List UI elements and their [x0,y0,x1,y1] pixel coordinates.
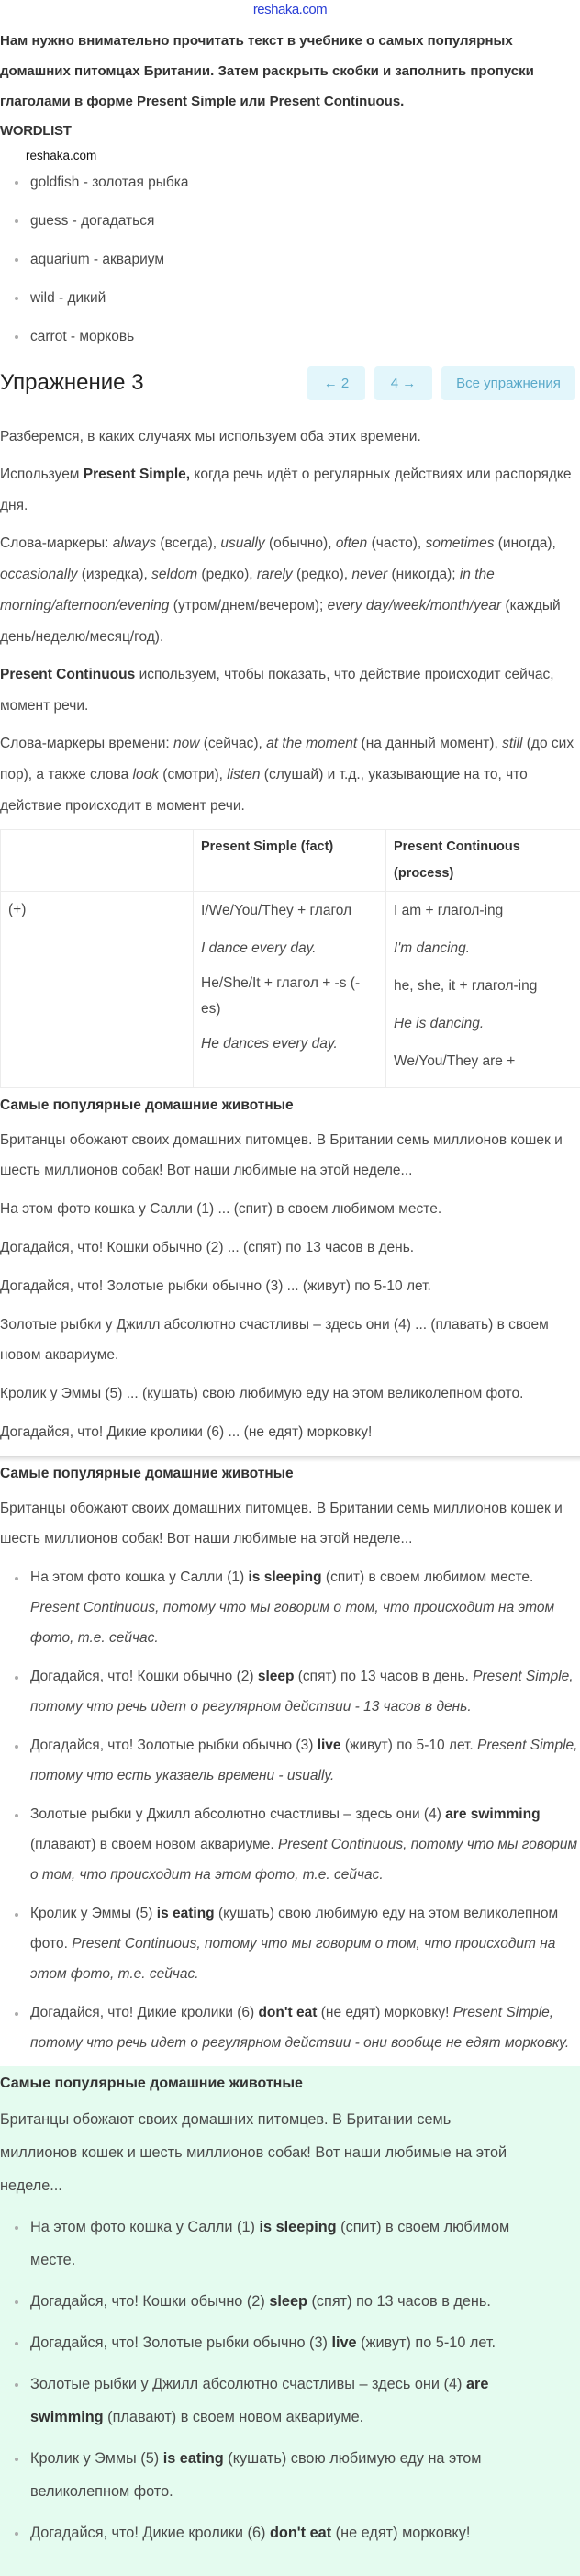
answer-item [30,2326,543,2359]
task-sentence: Догадайся, что! Кошки обычно (2) ... (спят) по 13 часов в день. [0,1232,580,1263]
text-segment: На этом фото кошка у Салли (1) [30,1569,249,1585]
intro-paragraph: Британцы обожают своих домашних питомцев. В Британии семь миллионов кошек и шесть миллионов собак! Вот наши любимые на этой неделе... [0,2103,516,2202]
wordlist-item: wild - дикий [30,287,580,309]
cell-line [201,895,378,927]
task-sentence: Догадайся, что! Дикие кролики (6) ... (не едят) морковку! [0,1417,580,1447]
italic-text: He is dancing. [394,1016,484,1031]
text-segment: he, she, it + глагол-ing [394,978,537,994]
answer-item [30,2442,543,2508]
text-segment: (спят) по 13 часов в день. [307,2293,491,2310]
answer-item [30,1730,580,1791]
answer-item [30,2368,543,2434]
intro-paragraph: Британцы обожают своих домашних питомцев. В Британии семь миллионов кошек и шесть миллионов собак! Вот наши любимые на этой неделе... [0,1493,580,1554]
exercise-title: Упражнение 3 [0,366,298,399]
italic-text: Present Simple, потому что речь идет о регулярном действии - 13 часов в день. [30,1669,574,1715]
bold-text: live [331,2334,356,2351]
section-divider [0,1456,580,1462]
text-segment: (живут) по 5-10 лет. [341,1738,478,1753]
next-exercise-button[interactable]: 4 → [374,366,432,400]
italic-text: Present Continuous, потому что мы говорим о том, что происходит на этом фото, т.е. сейчас. [30,1936,555,1982]
present-continuous-cell [386,892,580,1088]
text-segment: He/She/It + глагол + -s (-es) [201,975,360,1017]
italic-text: seldom [151,567,197,582]
italic-text: occasionally [0,567,77,582]
prev-exercise-button[interactable]: ← 2 [307,366,365,400]
text-segment: (редко), [197,567,257,582]
bold-text: Present Continuous [0,667,135,682]
answer-item [30,1997,580,2058]
text-segment: (утром/днем/вечером); [169,598,327,613]
text-segment: (иногда), [494,535,555,551]
section-title: Самые популярные домашние животные [0,2074,580,2094]
cell-line [394,1046,573,1077]
text-segment: Догадайся, что! Кошки обычно (2) [30,1669,258,1684]
text-segment: (живут) по 5-10 лет. [357,2334,496,2351]
wordlist-item: carrot - морковь [30,326,580,348]
text-segment: I/We/You/They + глагол [201,903,351,918]
italic-text: in the morning/afternoon/evening [0,567,495,613]
wordlist [0,172,580,348]
text-segment: (не едят) морковку! [331,2525,470,2541]
theory-paragraph [0,659,580,722]
theory-paragraph [0,422,580,453]
bold-text: sleep [258,1669,295,1684]
cell-line [201,971,378,1022]
cell-line [201,1029,378,1060]
text-segment: Разберемся, в каких случаях мы используем оба этих времени. [0,429,421,444]
italic-text: I'm dancing. [394,940,470,956]
cell-line [394,1008,573,1040]
text-segment: Догадайся, что! Золотые рыбки обычно (3) [30,1738,318,1753]
answer-item [30,2516,543,2549]
wordlist-item: aquarium - аквариум [30,249,580,271]
bold-text: is sleeping [249,1569,322,1585]
italic-text: always [113,535,156,551]
answer-item [30,2285,543,2318]
bold-text: is eating [157,1906,215,1921]
text-segment: Золотые рыбки у Джилл абсолютно счастливы – здесь они (4) [30,2376,466,2392]
text-segment: (сейчас), [199,736,266,751]
section-title: Самые популярные домашние животные [0,1096,580,1116]
bold-text: don't eat [258,2005,317,2020]
italic-text: Present Continuous, потому что мы говорим о том, что происходит на этом фото, т.е. сейчас. [30,1600,554,1646]
text-segment: (часто), [367,535,425,551]
cell-line [394,895,573,927]
wordlist-item: goldfish - золотая рыбка [30,172,580,194]
task-sentence: На этом фото кошка у Салли (1) ... (спит) в своем любимом месте. [0,1194,580,1224]
text-segment: Кролик у Эммы (5) [30,1906,157,1921]
text-segment: (на данный момент), [357,736,502,751]
italic-text: listen [227,767,260,782]
italic-text: I dance every day. [201,940,317,956]
text-segment: (смотри), [159,767,227,782]
italic-text: Present Simple, потому что речь идет о регулярном действии - они вообще не едят морковку. [30,2005,569,2051]
tenses-table [0,829,580,1088]
answer-item [30,1661,580,1722]
table-header [1,830,194,892]
theory-paragraph [0,459,580,522]
bold-text: Present Simple, [84,467,190,482]
wordlist-title: WORDLIST [0,120,580,142]
bold-text: is eating [163,2450,224,2467]
task-sentence: Золотые рыбки у Джилл абсолютно счастливы – здесь они (4) ... (плавать) в своем новом аквариуме. [0,1310,580,1370]
task-instructions: Нам нужно внимательно прочитать текст в учебнике о самых популярных домашних питомцах Британии. Затем раскрыть скобки и заполнить пропуски глаголами в форме Present Simple или Present Continuous. [0,26,580,117]
italic-text: Present Simple, потому что есть указаель времени - usually. [30,1738,577,1783]
cell-line [394,933,573,964]
bold-text: live [318,1738,341,1753]
text-segment: (всегда), [156,535,220,551]
text-segment: (каждый день/неделю/месяц/год). [0,598,561,645]
answer-item [30,2210,543,2277]
bold-text: is sleeping [259,2219,336,2235]
italic-text: every day/week/month/year [328,598,502,613]
italic-text: still [502,736,522,751]
italic-text: rarely [257,567,293,582]
text-segment: (слушай) и т.д., указывающие на то, что действие происходит в момент речи. [0,767,528,814]
wordlist-item: guess - догадаться [30,210,580,232]
bold-text: are swimming [445,1806,540,1822]
italic-text: never [351,567,387,582]
exercise-header [0,365,580,401]
italic-text: look [133,767,159,782]
text-segment: (изредка), [77,567,151,582]
text-segment: I am + глагол-ing [394,903,503,918]
text-segment: (не едят) морковку! [317,2005,452,2020]
italic-text: at the moment [266,736,357,751]
task-text-section [0,1096,580,1447]
italic-text: often [336,535,367,551]
table-row [1,892,580,1088]
text-segment: Догадайся, что! Золотые рыбки обычно (3) [30,2334,331,2351]
task-sentence: Догадайся, что! Золотые рыбки обычно (3) ... (живут) по 5-10 лет. [0,1271,580,1301]
text-segment: Слова-маркеры времени: [0,736,173,751]
italic-text: sometimes [426,535,495,551]
text-segment: (спит) в своем любимом месте. [322,1569,534,1585]
site-logo[interactable]: reshaka.com [0,0,580,26]
italic-text: usually [220,535,264,551]
text-segment: (обычно), [265,535,336,551]
text-segment: (редко), [293,567,352,582]
theory-paragraph [0,528,580,653]
italic-text: He dances every day. [201,1036,338,1052]
watermark-text: reshaka.com [26,148,580,164]
text-segment: Догадайся, что! Дикие кролики (6) [30,2005,258,2020]
text-segment: На этом фото кошка у Салли (1) [30,2219,259,2235]
bold-text: sleep [269,2293,307,2310]
text-segment: (плавают) в своем новом аквариуме. [104,2409,364,2425]
text-segment: (спит) в своем любимом месте. [30,2219,509,2268]
bold-text: are swimming [30,2376,488,2425]
answer-item [30,1898,580,1989]
text-segment: (никогда); [387,567,460,582]
italic-text: now [173,736,199,751]
text-segment: (до сих пор), а также слова [0,736,574,782]
text-segment: (кушать) свою любимую еду на этом великолепном фото. [30,1906,558,1952]
text-segment: (кушать) свою любимую еду на этом великолепном фото. [30,2450,481,2500]
text-segment: We/You/They are + [394,1053,515,1069]
final-answer-section [0,2066,580,2576]
answer-item [30,1799,580,1890]
present-simple-cell [194,892,386,1088]
text-segment: Слова-маркеры: [0,535,113,551]
text-segment: (спят) по 13 часов в день. [294,1669,473,1684]
row-label: (+) [1,892,194,1088]
text-segment: Догадайся, что! Дикие кролики (6) [30,2525,270,2541]
italic-text: Present Continuous, потому что мы говорим о том, что происходит на этом фото, т.е. сейчас. [30,1837,577,1883]
task-sentence: Кролик у Эммы (5) ... (кушать) свою любимую еду на этом великолепном фото. [0,1378,580,1409]
table-header: Present Continuous (process) [386,830,580,892]
theory-paragraph [0,728,580,822]
bold-text: don't eat [270,2525,331,2541]
explained-answer-section [0,1462,580,2058]
section-title: Самые популярные домашние животные [0,1464,580,1484]
table-header: Present Simple (fact) [194,830,386,892]
intro-paragraph: Британцы обожают своих домашних питомцев. В Британии семь миллионов кошек и шесть миллионов собак! Вот наши любимые на этой неделе... [0,1125,580,1186]
theory-section [0,422,580,822]
text-segment: Золотые рыбки у Джилл абсолютно счастливы – здесь они (4) [30,1806,445,1822]
cell-line [201,933,378,964]
text-segment: (плавают) в своем новом аквариуме. [30,1837,278,1852]
text-segment: Используем [0,467,84,482]
table-header-row [1,830,580,892]
cell-line [394,971,573,1002]
text-segment: Догадайся, что! Кошки обычно (2) [30,2293,269,2310]
answer-item [30,1562,580,1653]
text-segment: Кролик у Эммы (5) [30,2450,163,2467]
text-segment: используем, чтобы показать, что действие происходит сейчас, момент речи. [0,667,554,714]
text-segment: когда речь идёт о регулярных действиях или распорядке дня. [0,467,572,513]
all-exercises-button[interactable]: Все упражнения [441,366,575,400]
